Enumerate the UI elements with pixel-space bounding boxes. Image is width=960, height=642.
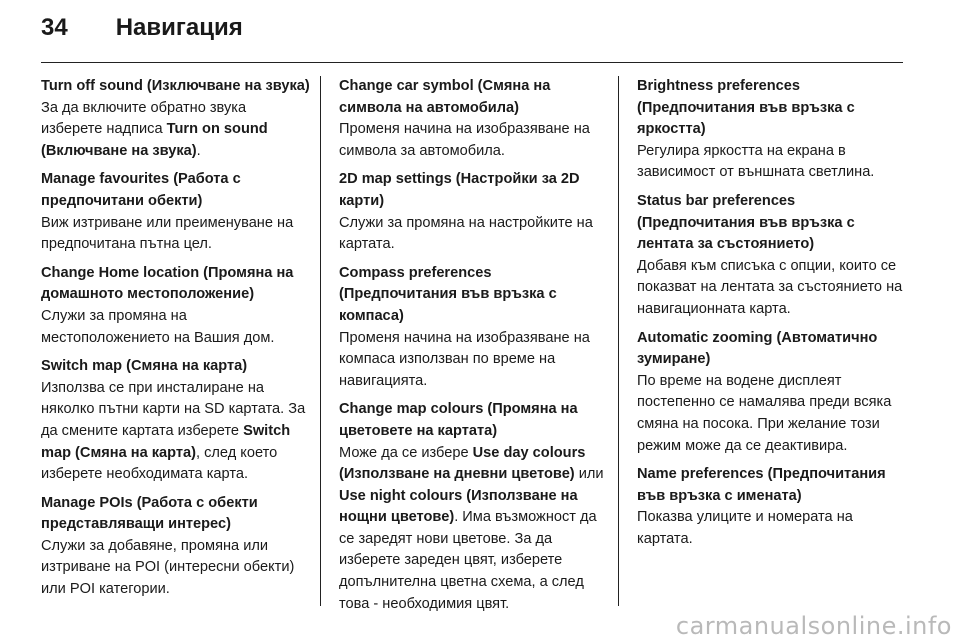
menu-option-entry [41,263,311,349]
menu-option-entry [41,169,311,255]
description-text: Виж изтриване или преименуване на предпочитана пътна цел. [41,214,294,253]
description-text: . Има възможност да се заредят нови цветове. За да изберете зареден цвят, изберете допълнителна цветна схема, а след това - необходимия цвят. [339,509,597,612]
entry-description [41,308,274,346]
description-text: Използва се при инсталиране на няколко пътни карти на SD картата. За да смените картата изберете [41,379,306,439]
description-text: Регулира яркостта на екрана в зависимост от външната светлина. [637,142,875,181]
entry-title: Compass preferences (Предпочитания във връзка с компаса) [339,264,557,324]
menu-option-entry [41,493,311,601]
entry-title: Manage POIs (Работа с обекти представляващи интерес) [41,494,258,533]
description-text: Променя начина на изобразяване на компаса използван по време на навигацията. [339,329,590,389]
entry-title: 2D map settings (Настройки за 2D карти) [339,171,580,209]
menu-option-entry [637,464,907,550]
description-text: или [574,466,604,483]
column-divider [320,76,321,606]
entry-description [339,121,590,159]
entry-title: Name preferences (Предпочитания във връзка с имената) [637,466,886,504]
entry-title: Change car symbol (Смяна на символа на автомобила) [339,78,551,116]
menu-option-entry [339,76,607,162]
entry-description [41,100,268,159]
entry-description [41,380,305,482]
entry-description [339,445,604,612]
description-text: Добавя към списъка с опции, които се показват на лентата за състоянието на навигационната карта. [637,257,903,317]
option-name-reference: Switch map (Смяна на карта) [41,422,291,461]
option-name-reference: Use day colours (Използване на дневни цветове) [339,444,586,483]
entry-description [637,258,902,317]
menu-option-entry [339,399,607,615]
entry-description [637,373,891,454]
menu-option-entry [637,76,907,184]
menu-option-entry [339,263,607,393]
entry-title: Automatic zooming (Автоматично зумиране) [637,329,878,368]
entry-title: Switch map (Смяна на карта) [41,358,248,375]
menu-option-entry [339,169,607,255]
entry-title: Turn off sound (Изключване на звука) [41,78,310,94]
entry-description [637,509,853,547]
description-text: . [196,142,201,159]
entry-description [339,215,593,253]
description-text: Служи за добавяне, промяна или изтриване на POI (интересни обекти) или POI категории. [41,537,295,598]
entry-description [41,215,293,253]
description-text: Може да се избере [339,444,473,461]
description-text: За да включите обратно звука изберете надписа [41,99,247,138]
description-text: Показва улиците и номерата на картата. [637,509,853,547]
option-name-reference: Use night colours (Използване на нощни цветове) [339,487,578,526]
page-number: 34 [41,14,68,41]
entry-title: Status bar preferences (Предпочитания във връзка с лентата за състоянието) [637,192,855,253]
description-text: Служи за промяна на местоположението на Вашия дом. [41,307,275,346]
column-divider [618,76,619,606]
header-divider [41,62,903,63]
entry-title: Brightness preferences (Предпочитания във връзка с яркостта) [637,78,855,138]
entry-description [41,538,294,597]
page-header [41,14,243,54]
option-name-reference: Turn on sound (Включване на звука) [41,121,268,159]
entry-description [339,330,590,389]
menu-option-entry [41,76,311,162]
text-column-3 [637,76,907,557]
entry-description [637,143,874,181]
description-text: , след което изберете необходимата карта. [41,444,278,483]
entry-title: Change Home location (Промяна на домашното местоположение) [41,264,294,303]
description-text: Служи за промяна на настройките на картата. [339,214,593,253]
menu-option-entry [637,328,907,458]
text-column-2 [339,76,607,622]
description-text: По време на водене дисплеят постепенно се намалява преди всяка смяна на посока. При желание този режим може да се деактивира. [637,372,892,454]
menu-option-entry [637,191,907,321]
description-text: Променя начина на изобразяване на символа за автомобила. [339,121,590,159]
menu-option-entry [41,356,311,486]
watermark: carmanualsonline.info [675,612,952,640]
text-column-1 [41,76,311,608]
entry-title: Change map colours (Промяна на цветовете на картата) [339,401,578,439]
entry-title: Manage favourites (Работа с предпочитани обекти) [41,171,241,209]
page-title: Навигация [115,14,243,41]
